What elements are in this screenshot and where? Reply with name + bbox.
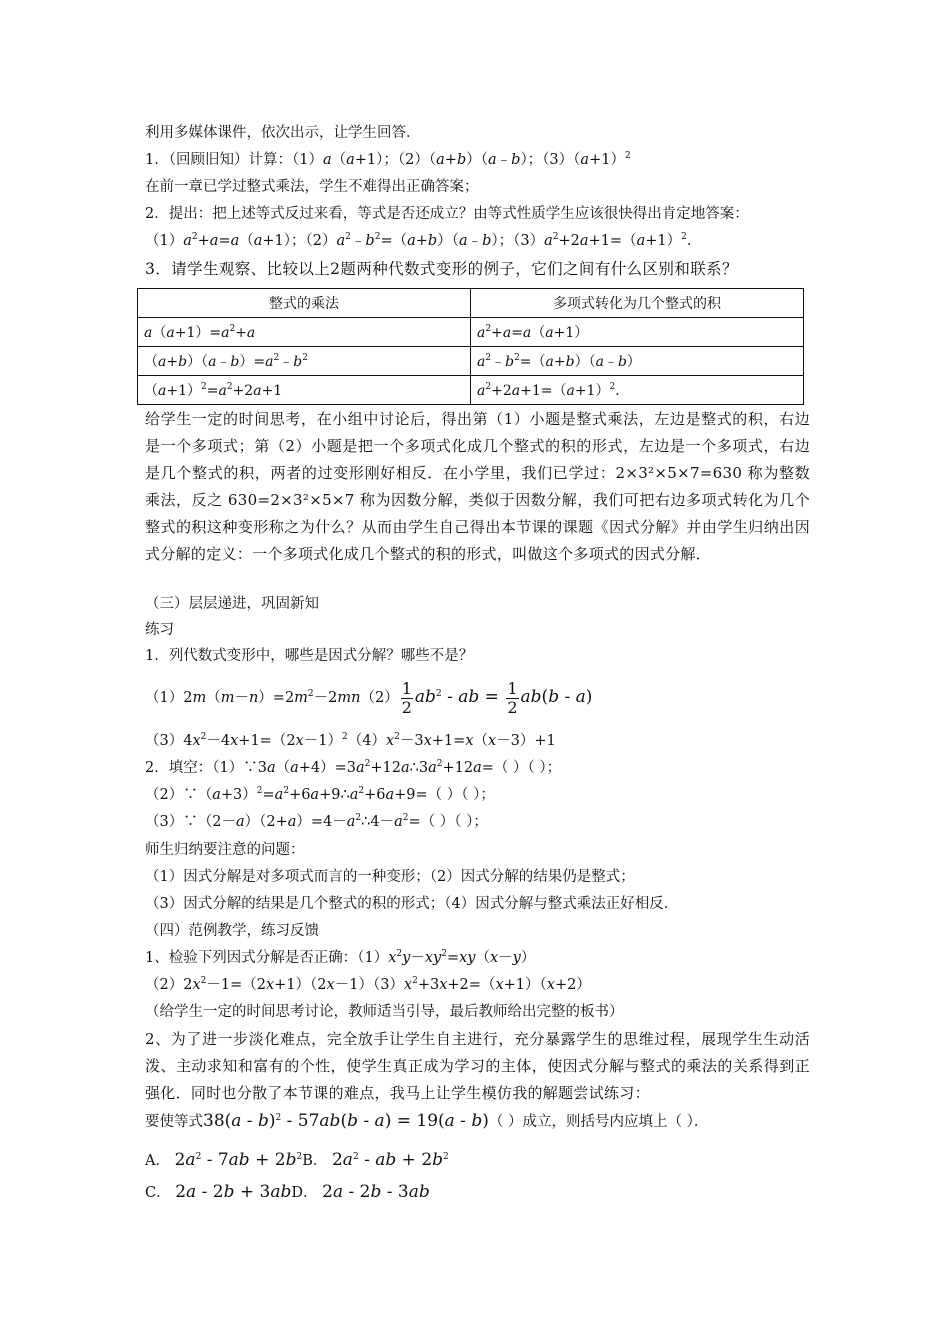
table-row (138, 318, 804, 347)
practice-paragraph: 2、为了进一步淡化难点，完全放手让学生自主进行，充分暴露学生的思维过程，展现学生生动活泼、主动求知和富有的个性，使学生真正成为学习的主体，使因式分解与整式的乘法的关系得到正强化．同时也分散了本节课的难点，我马上让学生模仿我的解题尝试练习： (145, 1030, 810, 1102)
table-cell: $(a+b)(a﹣b)=a^2﹣b^2$ (138, 347, 471, 376)
options-row-1 (145, 1148, 449, 1173)
table-header: 多项式转化为几个整式的积 (471, 289, 804, 318)
check-line-2: $(2)2x^2-1=(2x+1)(2x-1)(3)x^2+3x+2=(x+1)(x+2)$ (145, 976, 591, 993)
discussion-paragraph: 给学生一定的时间思考，在小组中讨论后，得出第（1）小题是整式乘法，左边是整式的积，右边是一个多项式；第（2）小题是把一个多项式化成几个整式的积的形式，左边是一个多项式，右边是几个整式的积，两者的过变形刚好相反．在小学里，我们已学过：2×3²×5×7=630 称为整数乘法，反之 630=2×3²×5×7 称为因数分解，类似于因数分解，我们可把右边多项式转化为几个整式的积这种变形称之为什么？从而由学生自己得出本节课的课题《因式分解》并由学生归纳出因式分解的定义：一个多项式化成几个整式的积的形式，叫做这个多项式的因式分解． (145, 410, 810, 563)
question-2-answers: $(1)a^2+a=a(a+1)$；$(2)a^2﹣b^2=(a+b)(a﹣b)$；$(3)a^2+2a+1=(a+1)^2$． (145, 232, 702, 249)
exercise-2-line-3: $(3)\because(2-a)(2+a)=4-a^2\therefore 4-a^2=$（ ）（ ）； (145, 813, 488, 830)
teacher-note: （给学生一定的时间思考讨论，教师适当引导，最后教师给出完整的板书） (145, 1004, 624, 1020)
options-row-2 (145, 1180, 430, 1205)
question-3: 3．请学生观察、比较以上2题两种代数式变形的例子，它们之间有什么区别和联系？ (145, 260, 738, 278)
table-cell: $(a+1)^2=a^2+2a+1$ (138, 376, 471, 405)
option-c: C． 2a - 2b + 3ab (145, 1182, 292, 1202)
table-cell: $a^2﹣b^2=(a+b)(a﹣b)$ (471, 347, 804, 376)
intro-line: 利用多媒体课件，依次出示，让学生回答． (145, 125, 421, 141)
exercise-1-items-b: $(3)4x^2-4x+1=(2x-1)^2(4)x^2-3x+1=x(x-3)+1$ (145, 732, 556, 749)
exercise-1-items-a: $(1)2m(m-n)=2m^2-2mn(2)$ $\frac{1}{2}$ $ab^2$ - ab = $\frac{1}{2}$ ab(b - a) (145, 678, 593, 717)
table-cell: $a^2+a=a(a+1)$ (471, 318, 804, 347)
check-line-1: 1、检验下列因式分解是否正确：$(1)x^2y-xy^2=xy(x-y)$ (145, 949, 536, 966)
problem-statement: 要使等式38(a - b)$^2$ - 57ab(b - a) = 19(a - b)（ ）成立，则括号内应填上（ ）． (145, 1111, 709, 1131)
table-cell: $a(a+1)=a^2+a$ (138, 318, 471, 347)
table-cell: $a^2+2a+1=(a+1)^2$． (471, 376, 804, 405)
fraction-half: $\frac{1}{2}$ (507, 678, 518, 717)
summary-line-2: （3）因式分解的结果是几个整式的积的形式；（4）因式分解与整式乘法正好相反． (145, 896, 679, 912)
question-2: 2．提出：把上述等式反过来看，等式是否还成立？由等式性质学生应该很快得出肯定地答案： (145, 206, 749, 222)
option-a: A． $2a^2 - 7ab + 2b^2$ (145, 1150, 303, 1170)
exercise-2-line-1: 2．填空：$(1)\because 3a(a+4)=3a^2+12a\therefore 3a^2+12a=$（ ）（ ）； (145, 759, 562, 776)
exercise-1: 1．列代数式变形中，哪些是因式分解？哪些不是？ (145, 648, 474, 664)
question-1: 1．（回顾旧知）计算：（1）a（a+1）；（2）（a+b）（a﹣b）；$(3)(a+1)^2$ (145, 151, 631, 168)
question-1-note: 在前一章已学过整式乘法，学生不难得出正确答案； (145, 179, 479, 195)
table-row (138, 347, 804, 376)
option-b: B． $2a^2$ - ab + $2b^2$ (302, 1150, 449, 1170)
exercise-2-line-2: $(2)\because(a+3)^2=a^2+6a+9\therefore a^2+6a+9=$（ ）（ ）； (145, 786, 495, 803)
section-3-heading: （三）层层递进，巩固新知 (145, 596, 319, 612)
practice-heading: 练习 (145, 622, 174, 638)
summary-line-1: （1）因式分解是对多项式而言的一种变形；（2）因式分解的结果仍是整式； (145, 869, 635, 885)
table-row (138, 376, 804, 405)
summary-heading: 师生归纳要注意的问题： (145, 842, 305, 858)
option-d: D． 2a - 2b - 3ab (291, 1182, 430, 1202)
table-header-row (138, 289, 804, 318)
fraction-half: $\frac{1}{2}$ (401, 678, 412, 717)
comparison-table (137, 288, 804, 405)
section-4-heading: （四）范例教学，练习反馈 (145, 923, 319, 939)
table-header: 整式的乘法 (138, 289, 471, 318)
